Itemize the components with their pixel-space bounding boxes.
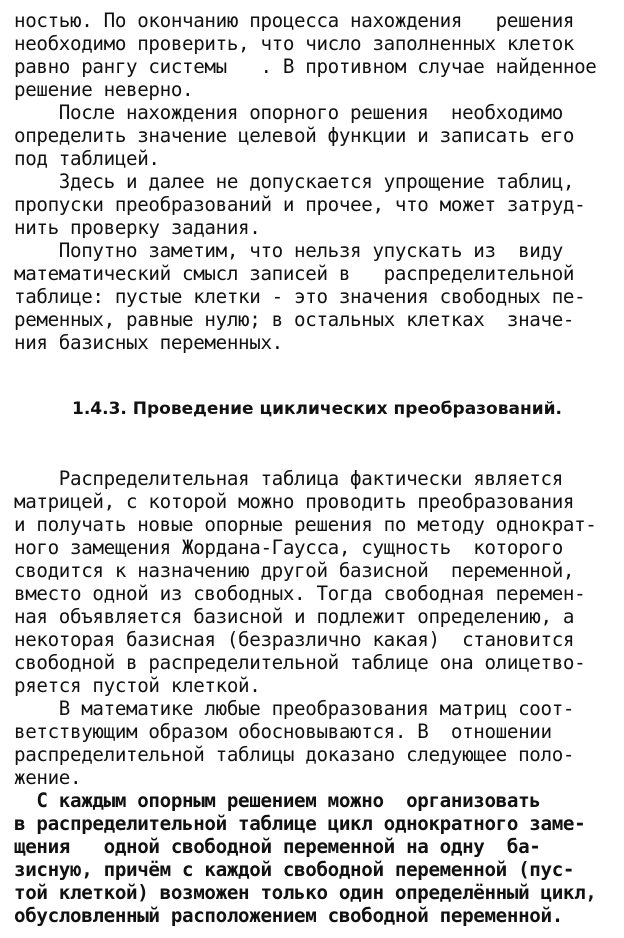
theorem-line: в распределительной таблице цикл однократного заме- bbox=[14, 812, 586, 835]
text-line: После нахождения опорного решения необходимо bbox=[14, 101, 563, 124]
text-line: ная объявляется базисной и подлежит определению, а bbox=[14, 605, 575, 628]
text-line: пропуски преобразований и прочее, что может затруд- bbox=[14, 193, 586, 216]
text-line: определить значение целевой функции и записать его bbox=[14, 124, 575, 147]
text-line: Здесь и далее не допускается упрощение таблиц, bbox=[14, 170, 575, 193]
section-heading: 1.4.3. Проведение циклических преобразований. bbox=[72, 399, 562, 419]
text-line: ветствующим образом обосновываются. В отношении bbox=[14, 720, 552, 743]
text-line: ного замещения Жордана-Гаусса, сущность которого bbox=[14, 536, 563, 559]
text-line: Попутно заметим, что нельзя упускать из виду bbox=[14, 239, 563, 262]
text-line: под таблицей. bbox=[14, 147, 160, 170]
text-line: необходимо проверить, что число заполненных клеток bbox=[14, 32, 575, 55]
text-line: таблице: пустые клетки - это значения свободных пе- bbox=[14, 285, 586, 308]
text-line: ременных, равные нулю; в остальных клетках значе- bbox=[14, 308, 575, 331]
text-line: нить проверку задания. bbox=[14, 216, 261, 239]
theorem-line: щения одной свободной переменной на одну ба- bbox=[14, 835, 541, 858]
text-line: распределительной таблицы доказано следующее поло- bbox=[14, 743, 575, 766]
text-line: жение. bbox=[14, 766, 82, 789]
theorem-line: той клеткой) возможен только один определённый цикл, bbox=[14, 881, 597, 904]
text-line: и получать новые опорные решения по методу однократ- bbox=[14, 513, 597, 536]
text-line: вместо одной из свободных. Тогда свободная перемен- bbox=[14, 582, 586, 605]
theorem-line: зисную, причём с каждой свободной переменной (пус- bbox=[14, 858, 575, 881]
text-line: сводится к назначению другой базисной переменной, bbox=[14, 559, 575, 582]
text-line: ряется пустой клеткой. bbox=[14, 674, 261, 697]
text-line: некоторая базисная (безразлично какая) становится bbox=[14, 628, 575, 651]
text-line: свободной в распределительной таблице она олицетво- bbox=[14, 651, 586, 674]
text-line: Распределительная таблица фактически является bbox=[14, 467, 563, 490]
text-line: решение неверно. bbox=[14, 78, 194, 101]
text-line: ния базисных переменных. bbox=[14, 331, 283, 354]
text-line: ностью. По окончанию процесса нахождения решения bbox=[14, 9, 575, 32]
theorem-line: С каждым опорным решением можно организовать bbox=[14, 789, 541, 812]
text-line: матрицей, с которой можно проводить преобразования bbox=[14, 490, 575, 513]
theorem-line: обусловленный расположением свободной переменной. bbox=[14, 904, 563, 927]
text-line: равно рангу системы . В противном случае найденное bbox=[14, 55, 597, 78]
text-line: В математике любые преобразования матриц соот- bbox=[14, 697, 575, 720]
text-line: математический смысл записей в распределительной bbox=[14, 262, 575, 285]
